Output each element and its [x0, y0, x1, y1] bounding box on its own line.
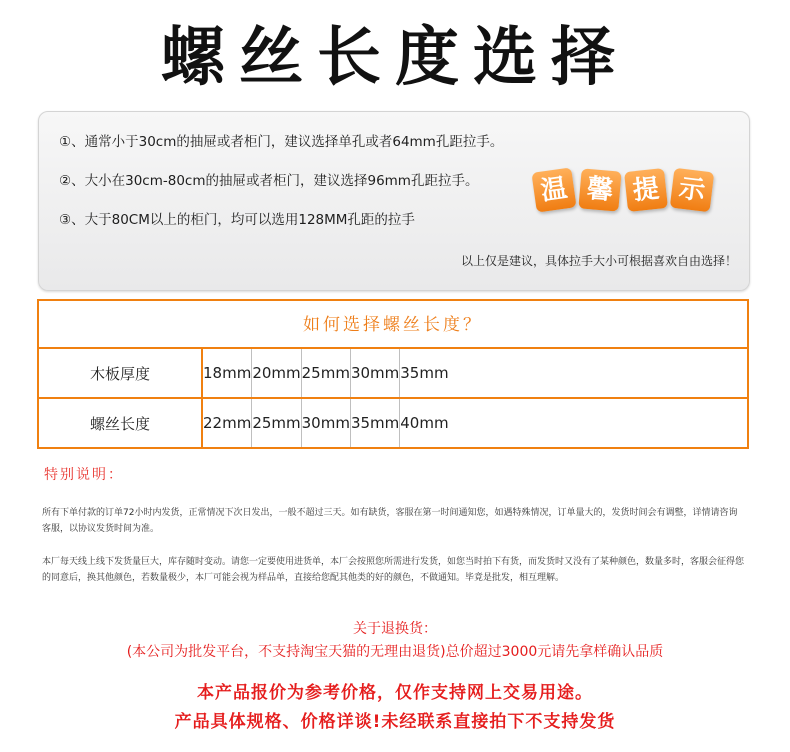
- badge-char-2: 馨: [578, 168, 621, 211]
- table-row-screw-length: [39, 399, 747, 447]
- tip-item-2: ②、大小在30cm-80cm的抽屉或者柜门，建议选择96mm孔距拉手。: [59, 173, 479, 189]
- special-notes-title: 特别说明：: [44, 467, 124, 483]
- returns-title: 关于退换货：: [353, 621, 437, 637]
- table-header: 如何选择螺丝长度？: [39, 301, 747, 349]
- table-cell: 30mm: [302, 399, 351, 447]
- table-cell: 20mm: [252, 349, 301, 397]
- shipping-note: 所有下单付款的订单72小时内发货，正常情况下次日发出，一般不超过三天。如有缺货，客服在第一时间通知您，如遇特殊情况，订单量大的，发货时间会有调整，详情请咨询客服，以协议发货时间为准。: [42, 508, 738, 534]
- price-notice: 本产品报价为参考价格，仅作支持网上交易用途。: [197, 683, 593, 703]
- table-cell: 30mm: [351, 349, 400, 397]
- table-cell: 22mm: [203, 399, 252, 447]
- screw-length-table: [37, 299, 749, 449]
- stock-note: 本厂每天线上线下发货量巨大，库存随时变动。请您一定要使用进货单，本厂会按照您所需进行发货，如您当时拍下有货，而发货时又没有了某种颜色，数量多时，客服会征得您的同意后，换其他颜色，若数量极少，本厂可能会视为样品单，直接给您配其他类的好的颜色，不做通知。毕竟是批发，相互理解。: [42, 557, 745, 583]
- table-cell: 35mm: [400, 364, 449, 382]
- tip-item-3: ③、大于80CM以上的柜门，均可以选用128MM孔距的拉手: [59, 212, 415, 228]
- page-title: 螺丝长度选择: [161, 21, 629, 95]
- badge-char-4: 示: [670, 168, 715, 213]
- row-label-board: 木板厚度: [39, 349, 203, 397]
- badge-char-3: 提: [624, 168, 668, 212]
- tips-panel: [38, 111, 750, 291]
- tips-note: 以上仅是建议，具体拉手大小可根据喜欢自由选择！: [460, 254, 737, 268]
- table-cell: 18mm: [203, 349, 252, 397]
- tip-item-1: ①、通常小于30cm的抽屉或者柜门，建议选择单孔或者64mm孔距拉手。: [59, 134, 504, 150]
- table-cell: 35mm: [351, 399, 400, 447]
- contact-notice: 产品具体规格、价格详谈!未经联系直接拍下不支持发货: [174, 712, 616, 732]
- table-cell: 25mm: [302, 349, 351, 397]
- returns-policy: (本公司为批发平台，不支持淘宝天猫的无理由退货)总价超过3000元请先拿样确认品质: [126, 644, 664, 660]
- warm-tips-badge: [534, 166, 718, 218]
- table-cell: 40mm: [400, 414, 449, 432]
- table-cell: 25mm: [252, 399, 301, 447]
- table-row-board-thickness: [39, 349, 747, 399]
- badge-char-1: 温: [531, 167, 576, 212]
- row-label-screw: 螺丝长度: [39, 399, 203, 447]
